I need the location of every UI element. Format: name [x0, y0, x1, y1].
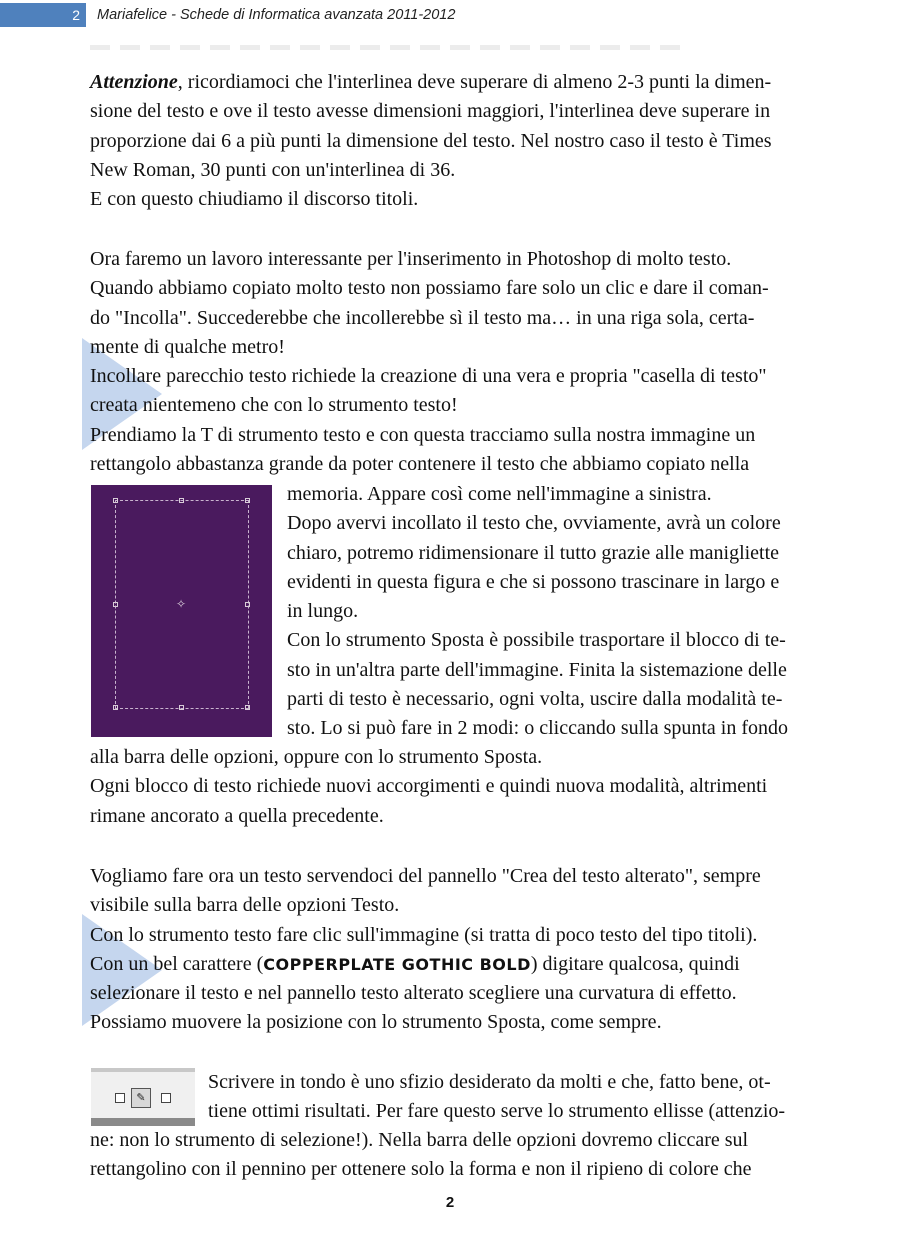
font-name: COPPERPLATE GOTHIC BOLD: [263, 954, 531, 974]
paragraph-casella-testo: memoria. Appare così come nell'immagine a sinistra. Dopo avervi incollato il testo che, ovviamente, avrà un colore chiaro, potremo ridimensionare il tutto grazie alle manigliette evidenti in questa figura e che si possono trascinare in largo e in lungo. Con lo strumento Sposta è possibile trasportare il blocco di te- sto in un'altra parte dell'immagine. Finita la sistemazione delle parti di testo è necessario, ogni volta, uscire dalla modalità te- sto. Lo si può fare in 2 modi: o cliccando sulla spunta in fondo: [287, 483, 789, 740]
paragraph-scrivere-tondo: Scrivere in tondo è uno sfizio desiderato da molti e che, fatto bene, ot- tiene ottimi risultati. Per fare questo serve lo strumento ellisse (attenzio-: [208, 1071, 786, 1123]
page-header: [0, 3, 900, 27]
header-divider: [90, 45, 690, 50]
resize-handle: [179, 498, 184, 503]
center-point-icon: ✧: [176, 597, 187, 611]
shape-layers-icon: [115, 1093, 125, 1103]
emphasis-lead: Attenzione: [90, 71, 178, 93]
paragraph-attenzione: Attenzione, ricordiamoci che l'interlinea deve superare di almeno 2-3 punti la dimen- sione del testo e ove il testo avesse dimensioni maggiori, l'interlinea deve superare in proporzione dai 6 a più punti la dimensione del testo. Nel nostro caso il testo è Times New Roman, 30 punti con un'interlinea di 36. E con questo chiudiamo il discorso titoli.: [90, 71, 772, 211]
footer-page-number: 2: [445, 1194, 455, 1211]
resize-handle: [113, 705, 118, 710]
resize-handle: [113, 602, 118, 607]
paragraph-casella-testo-cont: alla barra delle opzioni, oppure con lo strumento Sposta. Ogni blocco di testo richiede nuovi accorgimenti e quindi nuova modalità, altrimenti rimane ancorato a quella precedente.: [90, 746, 768, 827]
resize-handle: [179, 705, 184, 710]
paragraph-scrivere-tondo-cont: ne: non lo strumento di selezione!). Nella barra delle opzioni dovremo cliccare sul rettangolino con il pennino per ottenere solo la forma e non il ripieno di colore che: [90, 1129, 752, 1181]
paths-pen-icon: ✎: [131, 1088, 151, 1108]
paragraph-inserimento-testo: Ora faremo un lavoro interessante per l'inserimento in Photoshop di molto testo. Quando abbiamo copiato molto testo non possiamo fare solo un clic e dare il coman- do "Incolla". Succederebbe che incollerebbe sì il testo ma… in una riga sola, certa- mente di qualche metro! Incollare parecchio testo richiede la creazione di una vera e propria "casella di testo" creata nientemeno che con lo strumento testo! Prendiamo la T di strumento testo e con questa tracciamo sulla nostra immagine un rettangolo abbastanza grande da poter contenere il testo che abbiamo copiato nella: [90, 248, 769, 476]
resize-handle: [113, 498, 118, 503]
text-box-illustration: [91, 485, 272, 737]
header-page-number: 2: [0, 3, 86, 27]
options-bar-illustration: [91, 1068, 195, 1126]
resize-handle: [245, 498, 250, 503]
running-title: Mariafelice - Schede di Informatica avanzata 2011-2012: [97, 7, 456, 23]
resize-handle: [245, 602, 250, 607]
fill-pixels-icon: [161, 1093, 171, 1103]
resize-handle: [245, 705, 250, 710]
paragraph-testo-alterato: Vogliamo fare ora un testo servendoci del pannello "Crea del testo alterato", sempre visibile sulla barra delle opzioni Testo. Con lo strumento testo fare clic sull'immagine (si tratta di poco testo del tipo titoli). Con un bel carattere (COPPERPLATE GOTHIC BOLD) digitare qualcosa, quindi selezionare il testo e nel pannello testo alterato scegliere una curvatura di effetto. Possiamo muovere la posizione con lo strumento Sposta, come sempre.: [90, 865, 761, 1034]
